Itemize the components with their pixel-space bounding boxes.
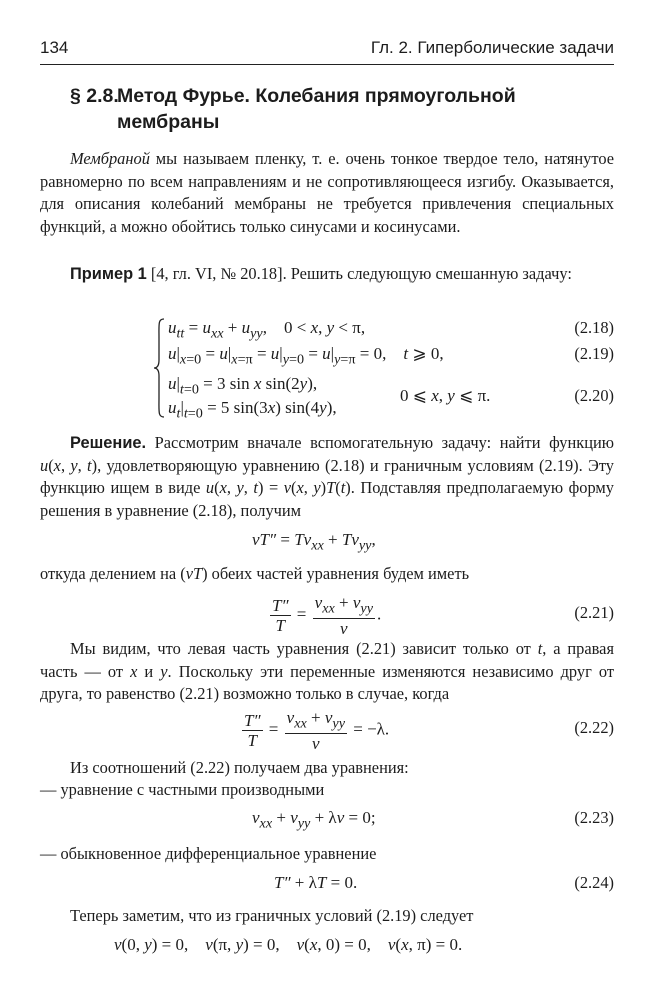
- equation-vT: $vT'' = Tv_{xx} + Tv_{yy}$,: [252, 530, 376, 554]
- equation-2-24: T″ + λT = 0.: [274, 873, 358, 892]
- running-title: Гл. 2. Гиперболические задачи: [370, 38, 614, 57]
- eq-number-2-23: (2.23): [574, 808, 614, 827]
- paragraph-boundary: Теперь заметим, что из граничных условий (2.19) следует: [70, 906, 474, 925]
- page-number: 134: [40, 38, 69, 57]
- eq-number-2-19: (2.19): [574, 344, 614, 363]
- header-rule: [40, 64, 614, 65]
- paragraph-example: [40, 263, 614, 286]
- equation-2-21: $\frac{T''}{T}$ = $\frac{v_{xx} + v_{yy}}{v}$ .: [272, 593, 382, 639]
- paragraph-membrane-text: мы называем пленку, т. е. очень тонкое твердое тело, натянутое равномерно по всем направлениям и не сопротивляющееся изгибу. Оказывается, для описания колебаний мембраны не требуется привлечения специальных функций, а можно обойтись только синусами и косинусами.: [40, 149, 614, 236]
- system-brace: [153, 318, 165, 418]
- solution-label: Решение.: [70, 434, 147, 452]
- section-title-line2: мембраны: [117, 111, 220, 133]
- eq-number-2-24: (2.24): [574, 873, 614, 892]
- paragraph-membrane: [40, 148, 614, 238]
- example-text: [4, гл. VI, № 20.18]. Решить следующую смешанную задачу:: [146, 264, 572, 283]
- dash-item-pde: — уравнение с частными производными: [40, 780, 325, 799]
- running-header: [40, 38, 614, 64]
- equation-2-22: $\frac{T''}{T}$ = $\frac{v_{xx} + v_{yy}}{v}$ = −λ.: [244, 708, 390, 754]
- paragraph-from-relations: Из соотношений (2.22) получаем два уравнения:: [70, 758, 409, 777]
- equation-2-23: $v_{xx} + v_{yy} + \lambda v = 0$;: [252, 808, 376, 832]
- example-label: Пример 1: [70, 265, 147, 283]
- equation-2-20-domain: 0 ⩽ x, y ⩽ π.: [400, 386, 491, 405]
- equation-boundary-conditions: v(0, y) = 0, v(π, y) = 0, v(x, 0) = 0, v(x, π) = 0.: [114, 935, 463, 954]
- eq-number-2-22: (2.22): [574, 718, 614, 737]
- eq-number-2-18: (2.18): [574, 318, 614, 337]
- equation-2-20a: $u|_{t=0} = 3$ sin x sin(2y),: [168, 374, 318, 398]
- paragraph-variables: Мы видим, что левая часть уравнения (2.21) зависит только от t, а правая часть — от x и y. Поскольку эти переменные изменяются независимо друг от друга, то равенство (2.21) возможно только в случае, когда: [40, 639, 615, 703]
- eq-number-2-20: (2.20): [574, 386, 614, 405]
- paragraph-solution: Решение. Рассмотрим вначале вспомогательную задачу: найти функцию u(x, y, t), удовлетворяющую уравнению (2.18) и граничным условиям (2.19). Эту функцию ищем в виде u(x, y, t) = v(x, y)T(t). Подставляя предполагаемую форму решения в уравнение (2.18), получим: [40, 433, 614, 520]
- section-title-line1: Метод Фурье. Колебания прямоугольной: [117, 85, 516, 107]
- equation-2-19: $u|_{x=0} = u|_{x=\pi} = u|_{y=0} = u|_{y=\pi} = 0$, t ⩾ 0,: [168, 344, 444, 368]
- dash-item-ode: — обыкновенное дифференциальное уравнение: [40, 844, 377, 863]
- paragraph-division: откуда делением на (vT) обеих частей уравнения будем иметь: [40, 564, 470, 583]
- term-membrane: Мембраной: [70, 149, 150, 168]
- eq-number-2-21: (2.21): [574, 603, 614, 622]
- equation-2-18: $u_{tt} = u_{xx} + u_{yy}$, 0 < x, y < π,: [168, 318, 366, 342]
- equation-2-20b: $u_t|_{t=0} = 5$ sin(3x) sin(4y),: [168, 398, 337, 422]
- section-number: § 2.8.: [70, 85, 119, 107]
